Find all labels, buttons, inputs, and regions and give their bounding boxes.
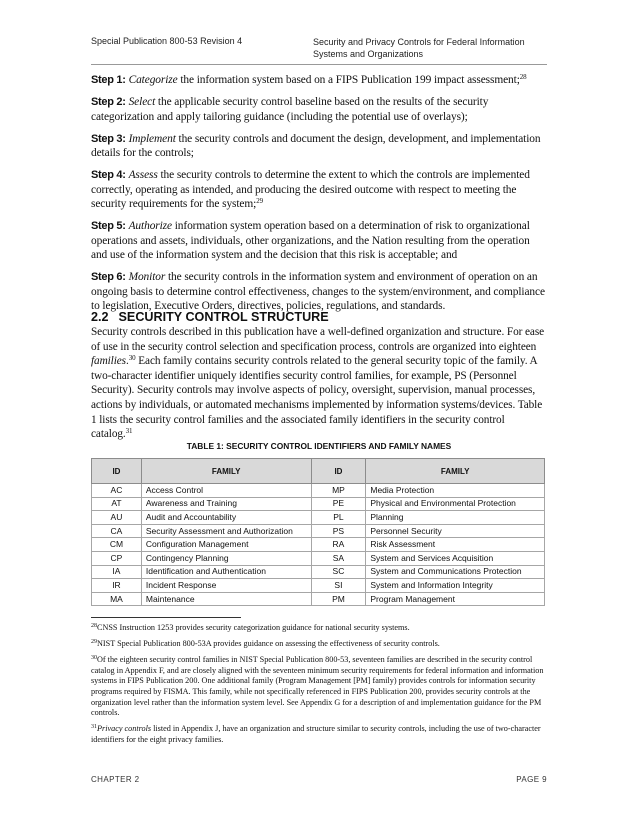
step-verb: Monitor (128, 271, 166, 283)
cell-id: AT (92, 497, 142, 511)
footnote-lead: Privacy controls (97, 724, 152, 734)
cell-family: System and Services Acquisition (366, 551, 545, 565)
footnote-rule (91, 617, 241, 618)
footnote-number: 31 (91, 724, 97, 731)
paragraph-text: Each family contains security controls related to the general security topic of the family. A two-character identifier uniquely identifies security control families, for example, PS (Personnel Security). Security controls may involve aspects of policy, oversight, supervision, manual processes, actions by individuals, or automated mechanisms implemented by information systems/devices. Table 1 lists the security control families and the associated family identifiers in the security control catalog. (91, 355, 543, 441)
step-verb: Categorize (128, 74, 178, 86)
cell-id: CA (92, 524, 142, 538)
header-family: FAMILY (366, 459, 545, 484)
cell-family: Contingency Planning (141, 551, 311, 565)
cell-family: Personnel Security (366, 524, 545, 538)
cell-family: Awareness and Training (141, 497, 311, 511)
table-row (92, 592, 545, 606)
footnote-number: 30 (91, 655, 97, 662)
cell-family: Maintenance (141, 592, 311, 606)
footnotes (91, 623, 547, 751)
table-row (92, 511, 545, 525)
cell-family: Physical and Environmental Protection (366, 497, 545, 511)
step-text: the security controls in the information system and environment of operation on an ongoing basis to determine control effectiveness, changes to the system/environment, and compliance to legislation, Executive Orders, directives, policies, regulations, and standards. (91, 271, 545, 312)
cell-family: Security Assessment and Authorization (141, 524, 311, 538)
step-2 (91, 95, 547, 124)
footnote-ref: 28 (519, 73, 527, 81)
paragraph-text: Security controls described in this publication have a well-defined organization and structure. For ease of use in the security control selection and specification process, controls are organized into eighteen (91, 326, 545, 353)
cell-family: Configuration Management (141, 538, 311, 552)
step-4 (91, 168, 547, 212)
step-label: Step 5: (91, 220, 126, 232)
cell-id: PM (311, 592, 366, 606)
header-family: FAMILY (141, 459, 311, 484)
cell-id: SI (311, 579, 366, 593)
step-text: the applicable security control baseline based on the results of the security categorization and apply tailoring guidance (including the potential use of overlays); (91, 96, 489, 123)
table-row (92, 497, 545, 511)
header-id: ID (92, 459, 142, 484)
cell-id: CP (92, 551, 142, 565)
section-number: 2.2 (91, 310, 109, 324)
step-label: Step 1: (91, 74, 126, 86)
table-row (92, 484, 545, 498)
footnote-31 (91, 724, 547, 745)
cell-id: IR (92, 579, 142, 593)
footnote-text: CNSS Instruction 1253 provides security categorization guidance for national security systems. (97, 623, 410, 632)
cell-id: MA (92, 592, 142, 606)
cell-id: PS (311, 524, 366, 538)
footnote-ref: 31 (125, 427, 133, 436)
table-row (92, 565, 545, 579)
cell-id: IA (92, 565, 142, 579)
step-text: the information system based on a FIPS Publication 199 impact assessment; (177, 74, 520, 86)
footnote-text: NIST Special Publication 800-53A provides guidance on assessing the effectiveness of security controls. (97, 639, 440, 649)
cell-id: SC (311, 565, 366, 579)
table-caption: TABLE 1: SECURITY CONTROL IDENTIFIERS AND FAMILY NAMES (186, 441, 452, 451)
table-header-row (92, 459, 545, 484)
cell-family: Program Management (366, 592, 545, 606)
step-label: Step 4: (91, 169, 126, 181)
section-title: SECURITY CONTROL STRUCTURE (118, 310, 329, 324)
cell-family: System and Information Integrity (366, 579, 545, 593)
footnote-29 (91, 639, 547, 650)
cell-id: AU (92, 511, 142, 525)
footnote-ref: 30 (128, 354, 136, 363)
section-heading (91, 310, 329, 324)
running-header-left: Special Publication 800-53 Revision 4 (91, 36, 243, 46)
cell-family: System and Communications Protection (366, 565, 545, 579)
cell-id: CM (92, 538, 142, 552)
step-verb: Implement (128, 132, 176, 145)
step-verb: Assess (128, 169, 158, 181)
step-verb: Select (128, 96, 156, 108)
cell-id: SA (311, 551, 366, 565)
footnote-28 (91, 623, 547, 634)
step-text: the security controls to determine the extent to which the controls are implemented correctly, operating as intended, and producing the desired outcome with respect to meeting the security requirements for the system; (91, 169, 530, 210)
footnote-text: listed in Appendix J, have an organization and structure similar to security controls, including the use of two-character identifiers for the eight privacy families. (91, 724, 541, 744)
cell-family: Identification and Authentication (141, 565, 311, 579)
paragraph-text: . (125, 355, 129, 368)
cell-id: AC (92, 484, 142, 498)
section-paragraph (91, 325, 547, 442)
cell-family: Audit and Accountability (141, 511, 311, 525)
step-3 (91, 132, 547, 161)
footnote-number: 29 (91, 639, 97, 646)
step-verb: Authorize (128, 220, 172, 232)
families-term: families (91, 355, 126, 368)
cell-id: RA (311, 538, 366, 552)
step-label: Step 2: (91, 96, 126, 108)
footnote-text: Of the eighteen security control families in NIST Special Publication 800-53, seventeen families are described in the security control catalog in Appendix F, and are closely aligned with the seventeen minimum security requirements for federal information and information systems in FIPS Publication 200. One additional family (Program Management [PM] family) provides controls for information security programs required by FISMA. This family, while not specifically referenced in FIPS Publication 200, provides security controls at the organization level rather than the information system level. See Appendix G for a description of and implementation guidance for the PM controls. (91, 655, 544, 718)
step-label: Step 6: (91, 271, 126, 283)
header-rule (91, 64, 547, 65)
footer-page-number: PAGE 9 (516, 775, 547, 784)
rmf-steps-list (91, 73, 547, 321)
footnote-30 (91, 655, 547, 719)
cell-family: Access Control (141, 484, 311, 498)
cell-id: PE (311, 497, 366, 511)
footnote-ref: 29 (256, 197, 264, 205)
cell-id: MP (311, 484, 366, 498)
table-row (92, 551, 545, 565)
table-row (92, 538, 545, 552)
cell-family: Incident Response (141, 579, 311, 593)
step-5 (91, 219, 547, 263)
footer-chapter: CHAPTER 2 (91, 775, 140, 784)
header-id: ID (311, 459, 366, 484)
running-header-right: Security and Privacy Controls for Federal Information Systems and Organizations (313, 37, 525, 59)
step-1 (91, 73, 547, 88)
step-6 (91, 270, 547, 314)
cell-family: Risk Assessment (366, 538, 545, 552)
control-families-table (91, 458, 545, 606)
cell-family: Planning (366, 511, 545, 525)
footnote-number: 28 (91, 623, 97, 629)
table-row (92, 579, 545, 593)
cell-family: Media Protection (366, 484, 545, 498)
step-text: information system operation based on a determination of risk to organizational operations and assets, individuals, other organizations, and the Nation resulting from the operation and use of the information system and the decision that this risk is acceptable; and (91, 220, 530, 261)
step-text: the security controls and document the design, development, and implementation details for the controls; (91, 132, 541, 159)
cell-id: PL (311, 511, 366, 525)
step-label: Step 3: (91, 132, 126, 145)
table-row (92, 524, 545, 538)
